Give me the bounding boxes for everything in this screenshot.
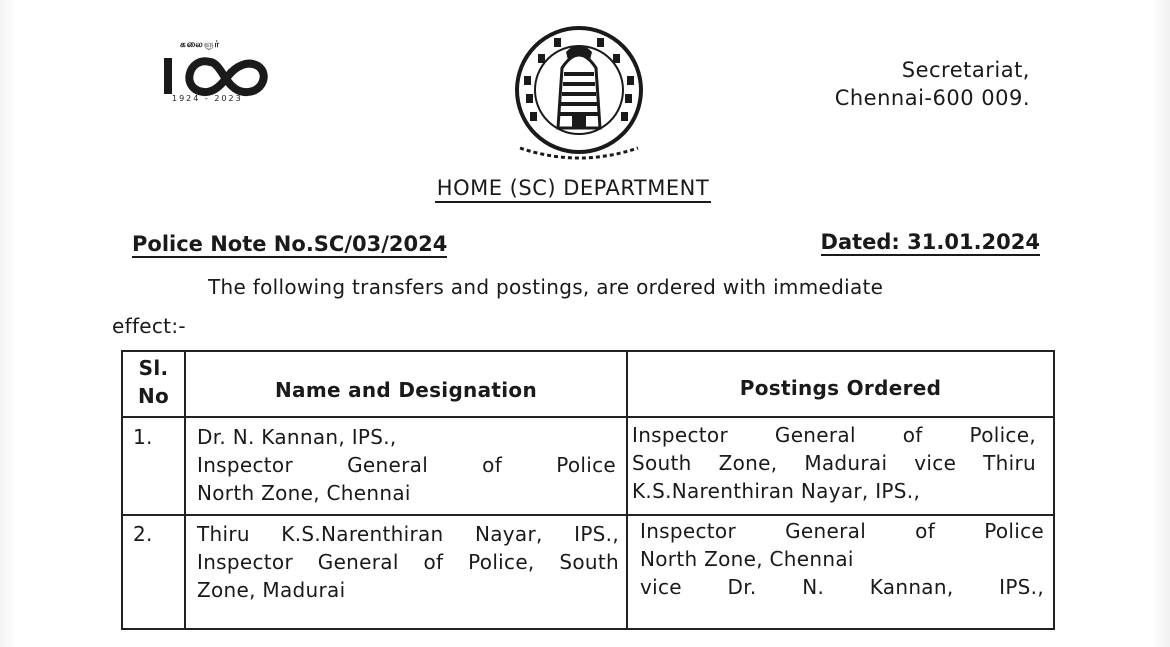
table-border-right [1053,350,1055,630]
row-2-name-line-2: Inspector General of Police, South [197,550,619,574]
row-1-sl: 1. [133,425,153,449]
row-1-name-line-2: Inspector General of Police [197,453,616,477]
emblem-seal-icon [506,24,652,164]
logo-100-mark [158,50,273,100]
department-title: HOME (SC) DEPARTMENT [435,176,711,203]
row-2-posting-line-2: North Zone, Chennai [640,547,854,571]
row-2-name-line-1: Thiru K.S.Narenthiran Nayar, IPS., [197,522,619,546]
intro-text-line-1: The following transfers and postings, are ordered with immediate [208,275,884,299]
row-2-name-designation [197,520,619,604]
row-1-postings [632,421,1036,505]
logo-years: 1924 - 2023 [172,94,243,103]
police-note-number: Police Note No.SC/03/2024 [132,232,448,256]
row-1-posting-line-3: K.S.Narenthiran Nayar, IPS., [632,479,921,503]
intro-text-line-2: effect:- [112,314,186,338]
row-1-name-line-3: North Zone, Chennai [197,481,411,505]
note-date: Dated: 31.01.2024 [820,230,1040,254]
header-sl-line-2: No [137,384,170,408]
table-header-divider [121,416,1055,418]
kalaignar-100-logo [158,40,273,106]
department-heading [0,176,1170,200]
address-block [790,56,1030,112]
row-1-name-line-1: Dr. N. Kannan, IPS., [197,425,397,449]
header-postings-ordered: Postings Ordered [739,376,942,400]
table-row-divider [121,514,1055,516]
table-border-top [121,350,1055,352]
row-2-name-line-3: Zone, Madurai [197,578,346,602]
header-name-designation: Name and Designation [275,378,537,402]
tamil-nadu-emblem [506,24,652,164]
row-2-posting-line-3: vice Dr. N. Kannan, IPS., [640,575,1044,599]
row-2-sl: 2. [133,522,153,546]
address-line-2: Chennai-600 009. [834,86,1030,110]
logo-tamil-text: கலைஞர் [180,40,221,50]
emblem-label [652,24,653,25]
transfers-table [121,350,1055,630]
header-sl-line-1: Sl. [138,356,169,380]
row-2-posting-line-1: Inspector General of Police [640,519,1044,543]
table-border-bottom [121,628,1055,630]
row-1-name-designation [197,423,616,507]
row-1-posting-line-1: Inspector General of Police, [632,423,1036,447]
row-2-postings [640,517,1044,601]
row-1-posting-line-2: South Zone, Madurai vice Thiru [632,451,1036,475]
address-line-1: Secretariat, [901,58,1030,82]
header-sl-no [123,354,184,410]
